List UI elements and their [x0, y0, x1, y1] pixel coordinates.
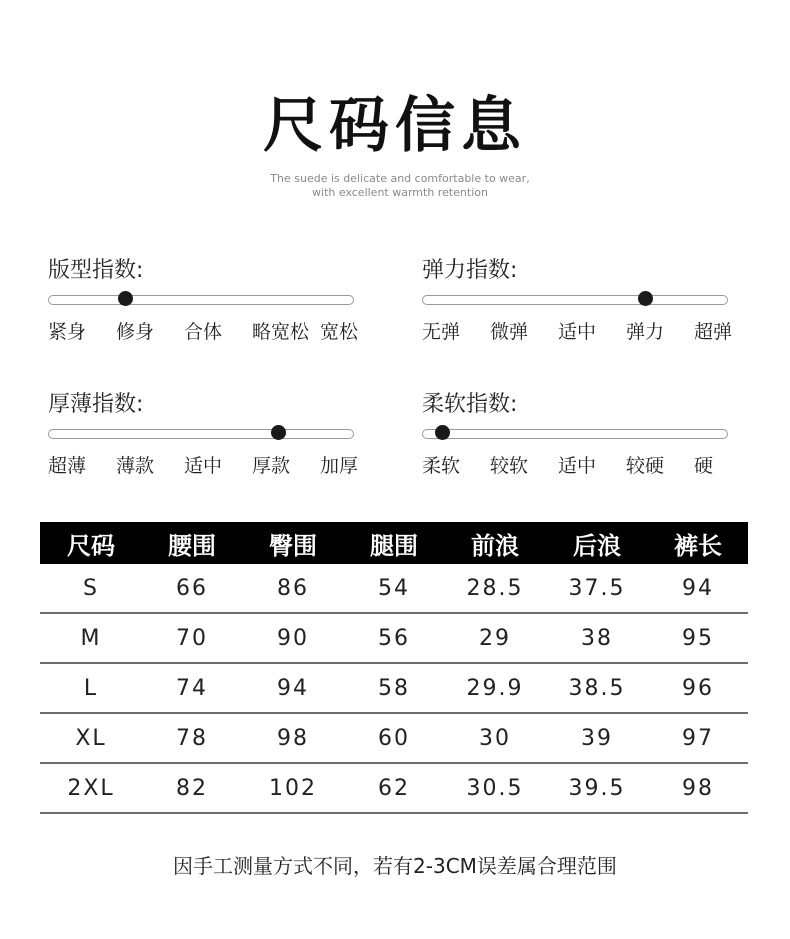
index-label: 弹力指数: [422, 258, 518, 283]
index-option: 厚款 [252, 455, 291, 477]
table-cell: 38 [546, 613, 648, 663]
table-cell: 86 [242, 564, 344, 613]
table-cell: 98 [648, 763, 748, 813]
index-knob [118, 291, 133, 306]
table-header-row [40, 522, 748, 564]
index-label: 厚薄指数: [48, 392, 144, 417]
table-cell: 56 [344, 613, 444, 663]
table-row [40, 763, 748, 813]
table-cell: XL [40, 713, 142, 763]
table-row [40, 663, 748, 713]
index-label: 版型指数: [48, 258, 144, 283]
table-cell: 90 [242, 613, 344, 663]
measurement-note: 因手工测量方式不同，若有2-3CM误差属合理范围 [173, 854, 617, 878]
page-title: 尺码信息 [263, 91, 527, 161]
column-header: 前浪 [444, 522, 546, 564]
index-option: 较硬 [626, 455, 665, 477]
column-header: 后浪 [546, 522, 648, 564]
table-cell: 29.9 [444, 663, 546, 713]
index-option: 适中 [558, 455, 597, 477]
index-track [422, 295, 728, 305]
table-cell: L [40, 663, 142, 713]
subtitle [0, 172, 790, 200]
table-cell: 37.5 [546, 564, 648, 613]
index-option: 无弹 [422, 321, 461, 343]
table-cell: 102 [242, 763, 344, 813]
size-table [40, 522, 748, 814]
table-cell: 96 [648, 663, 748, 713]
table-cell: 38.5 [546, 663, 648, 713]
index-option: 较软 [490, 455, 529, 477]
index-option: 弹力 [626, 321, 665, 343]
index-option: 紧身 [48, 321, 87, 343]
table-cell: 29 [444, 613, 546, 663]
column-header: 腿围 [344, 522, 444, 564]
index-option: 适中 [558, 321, 597, 343]
index-track [48, 429, 354, 439]
index-option: 适中 [184, 455, 223, 477]
column-header: 裤长 [648, 522, 748, 564]
index-options [422, 451, 742, 477]
index-options [48, 451, 368, 477]
index-knob [638, 291, 653, 306]
index-options [48, 317, 368, 343]
table-cell: 94 [242, 663, 344, 713]
column-header: 尺码 [40, 522, 142, 564]
table-cell: 60 [344, 713, 444, 763]
table-cell: 30 [444, 713, 546, 763]
table-cell: 54 [344, 564, 444, 613]
table-row [40, 564, 748, 613]
index-label: 柔软指数: [422, 392, 518, 417]
table-cell: 95 [648, 613, 748, 663]
table-cell: 62 [344, 763, 444, 813]
index-knob [435, 425, 450, 440]
index-option: 略宽松 [252, 321, 310, 343]
index-option: 微弹 [490, 321, 529, 343]
table-cell: 66 [142, 564, 242, 613]
table-cell: 2XL [40, 763, 142, 813]
table-cell: 78 [142, 713, 242, 763]
index-options [422, 317, 742, 343]
table-cell: 39 [546, 713, 648, 763]
index-track [422, 429, 728, 439]
table-cell: 97 [648, 713, 748, 763]
index-option: 加厚 [320, 455, 359, 477]
column-header: 臀围 [242, 522, 344, 564]
index-option: 宽松 [320, 321, 359, 343]
table-cell: M [40, 613, 142, 663]
table-row [40, 713, 748, 763]
subtitle-line-1: The suede is delicate and comfortable to wear, [270, 172, 530, 185]
index-option: 超薄 [48, 455, 87, 477]
table-cell: 30.5 [444, 763, 546, 813]
table-cell: 98 [242, 713, 344, 763]
table-cell: 94 [648, 564, 748, 613]
index-track [48, 295, 354, 305]
table-cell: 74 [142, 663, 242, 713]
index-option: 硬 [694, 455, 714, 477]
table-cell: 28.5 [444, 564, 546, 613]
table-cell: S [40, 564, 142, 613]
subtitle-line-2: with excellent warmth retention [312, 186, 488, 199]
index-knob [271, 425, 286, 440]
index-option: 薄款 [116, 455, 155, 477]
table-row [40, 613, 748, 663]
table-cell: 70 [142, 613, 242, 663]
column-header: 腰围 [142, 522, 242, 564]
index-option: 柔软 [422, 455, 461, 477]
index-option: 修身 [116, 321, 155, 343]
index-option: 超弹 [694, 321, 733, 343]
index-option: 合体 [184, 321, 223, 343]
table-cell: 58 [344, 663, 444, 713]
table-cell: 39.5 [546, 763, 648, 813]
table-cell: 82 [142, 763, 242, 813]
